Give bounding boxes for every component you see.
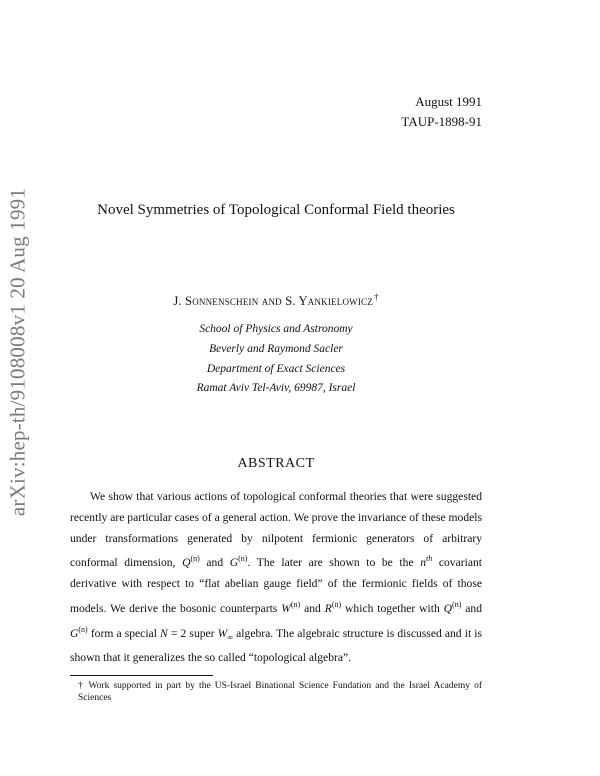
abstract-body: We show that various actions of topological conformal theories that were suggested recently are particular cases of a general action. We prove the invariance of these models under transformations generated by nilpotent fermionic generators of arbitrary conformal dimension, $Q^{(n)}$ and $G^{(n)}$. The later are shown to be the $n^{th}$ covariant derivative with respect to “flat abelian gauge field” of the fermionic fields of those models. We derive the bosonic counterparts $W^{(n)}$ and $R^{(n)}$ which together with $Q^{(n)}$ and $G^{(n)}$ form a special N = 2 super $W_\infty$ algebra. The algebraic structure is discussed and it is shown that it generalizes the so called “topological algebra”.: [70, 490, 483, 665]
author-1: J. Sonnenschein: [173, 294, 259, 309]
author-footnote-mark: †: [373, 292, 379, 302]
abstract-heading: ABSTRACT: [237, 456, 315, 471]
affiliation-line-3: Department of Exact Sciences: [206, 363, 346, 375]
author-conjunction: and: [261, 294, 282, 309]
paper-title: Novel Symmetries of Topological Conformal Field theories: [97, 202, 455, 218]
affiliation-line-1: School of Physics and Astronomy: [199, 323, 353, 335]
affiliation-line-4: Ramat Aviv Tel-Aviv, 69987, Israel: [196, 382, 356, 394]
affiliation-line-2: Beverly and Raymond Sacler: [209, 343, 343, 355]
footnote-rule: [70, 675, 213, 676]
date-line: August 1991: [415, 94, 482, 109]
report-number: TAUP-1898-91: [401, 114, 482, 129]
footnote-mark: †: [78, 681, 85, 691]
footnote-text: Work supported in part by the US-Israel Binational Science Fundation and the Israel Academy of Sciences: [78, 681, 482, 703]
arxiv-stamp: arXiv:hep-th/9108008v1 20 Aug 1991: [5, 187, 30, 517]
author-2: S. Yankielowicz: [285, 294, 373, 309]
footnote: [78, 680, 482, 704]
authors-line: [0, 292, 552, 309]
